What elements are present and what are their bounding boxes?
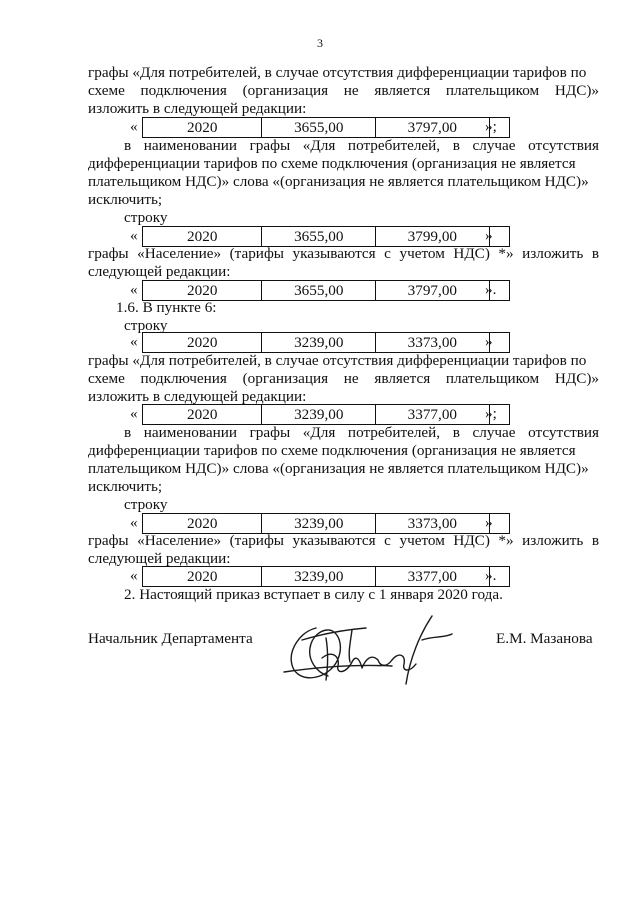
tariff-row	[130, 513, 510, 534]
text-line: 2. Настоящий приказ вступает в силу с 1 января 2020 года.	[124, 586, 503, 603]
text-line: дифференциации тарифов по схеме подключения (организация не является	[88, 442, 576, 459]
tariff-table	[142, 404, 510, 425]
quote-close: »;	[485, 118, 497, 135]
text-line: графы «Для потребителей, в случае отсутствия дифференциации тарифов по	[88, 352, 587, 369]
text-line: строку	[124, 496, 168, 513]
tariff-table	[142, 566, 510, 587]
text-line: следующей редакции:	[88, 550, 231, 567]
signatory-position: Начальник Департамента	[88, 630, 253, 647]
text-line: в наименовании графы «Для потребителей, в случае отсутствия	[124, 424, 599, 441]
tariff-year: 2020	[143, 281, 262, 301]
tariff-value-2: 3797,00	[376, 118, 490, 138]
tariff-table	[142, 332, 510, 353]
text-line: исключить;	[88, 191, 163, 208]
tariff-value-1: 3239,00	[262, 567, 376, 587]
quote-open: «	[130, 227, 138, 244]
quote-close: »	[485, 514, 493, 531]
tariff-table	[142, 226, 510, 247]
page-number: 3	[317, 36, 323, 50]
text-line: следующей редакции:	[88, 263, 231, 280]
text-line: плательщиком НДС)» слова «(организация не является плательщиком НДС)»	[88, 173, 589, 190]
signatory-name: Е.М. Мазанова	[496, 630, 593, 647]
tariff-value-2: 3377,00	[376, 405, 490, 425]
tariff-row	[130, 117, 510, 138]
quote-open: «	[130, 567, 138, 584]
quote-close: »	[485, 333, 493, 350]
tariff-row	[130, 332, 510, 353]
tariff-value-1: 3655,00	[262, 281, 376, 301]
tariff-value-2: 3373,00	[376, 514, 490, 534]
text-line: схеме подключения (организация не является плательщиком НДС)»	[88, 82, 599, 99]
tariff-value-2: 3373,00	[376, 333, 490, 353]
tariff-value-1: 3239,00	[262, 333, 376, 353]
tariff-table	[142, 513, 510, 534]
text-line: дифференциации тарифов по схеме подключения (организация не является	[88, 155, 576, 172]
tariff-value-2: 3797,00	[376, 281, 490, 301]
tariff-row	[130, 226, 510, 247]
quote-open: «	[130, 405, 138, 422]
text-line: графы «Население» (тарифы указываются с учетом НДС) *» изложить в	[88, 532, 599, 549]
tariff-value-1: 3655,00	[262, 118, 376, 138]
tariff-row	[130, 280, 510, 301]
quote-close: »	[485, 227, 493, 244]
text-line: строку	[124, 317, 168, 334]
tariff-year: 2020	[143, 567, 262, 587]
quote-open: «	[130, 333, 138, 350]
tariff-year: 2020	[143, 227, 262, 247]
tariff-year: 2020	[143, 405, 262, 425]
tariff-value-1: 3239,00	[262, 514, 376, 534]
text-line: в наименовании графы «Для потребителей, в случае отсутствия	[124, 137, 599, 154]
quote-open: «	[130, 514, 138, 531]
quote-close: ».	[485, 281, 497, 298]
text-line: изложить в следующей редакции:	[88, 100, 307, 117]
tariff-value-1: 3655,00	[262, 227, 376, 247]
tariff-year: 2020	[143, 118, 262, 138]
tariff-value-1: 3239,00	[262, 405, 376, 425]
tariff-table	[142, 280, 510, 301]
text-line: графы «Для потребителей, в случае отсутствия дифференциации тарифов по	[88, 64, 587, 81]
quote-open: «	[130, 118, 138, 135]
tariff-year: 2020	[143, 514, 262, 534]
quote-close: »;	[485, 405, 497, 422]
text-line: изложить в следующей редакции:	[88, 388, 307, 405]
quote-open: «	[130, 281, 138, 298]
text-line: плательщиком НДС)» слова «(организация не является плательщиком НДС)»	[88, 460, 589, 477]
tariff-value-2: 3799,00	[376, 227, 490, 247]
text-line: схеме подключения (организация не является плательщиком НДС)»	[88, 370, 599, 387]
tariff-row	[130, 404, 510, 425]
text-line: 1.6. В пункте 6:	[116, 299, 217, 316]
tariff-table	[142, 117, 510, 138]
text-line: строку	[124, 209, 168, 226]
quote-close: ».	[485, 567, 497, 584]
text-line: исключить;	[88, 478, 163, 495]
tariff-value-2: 3377,00	[376, 567, 490, 587]
text-line: графы «Население» (тарифы указываются с учетом НДС) *» изложить в	[88, 245, 599, 262]
tariff-row	[130, 566, 510, 587]
handwritten-signature	[282, 610, 462, 690]
tariff-year: 2020	[143, 333, 262, 353]
